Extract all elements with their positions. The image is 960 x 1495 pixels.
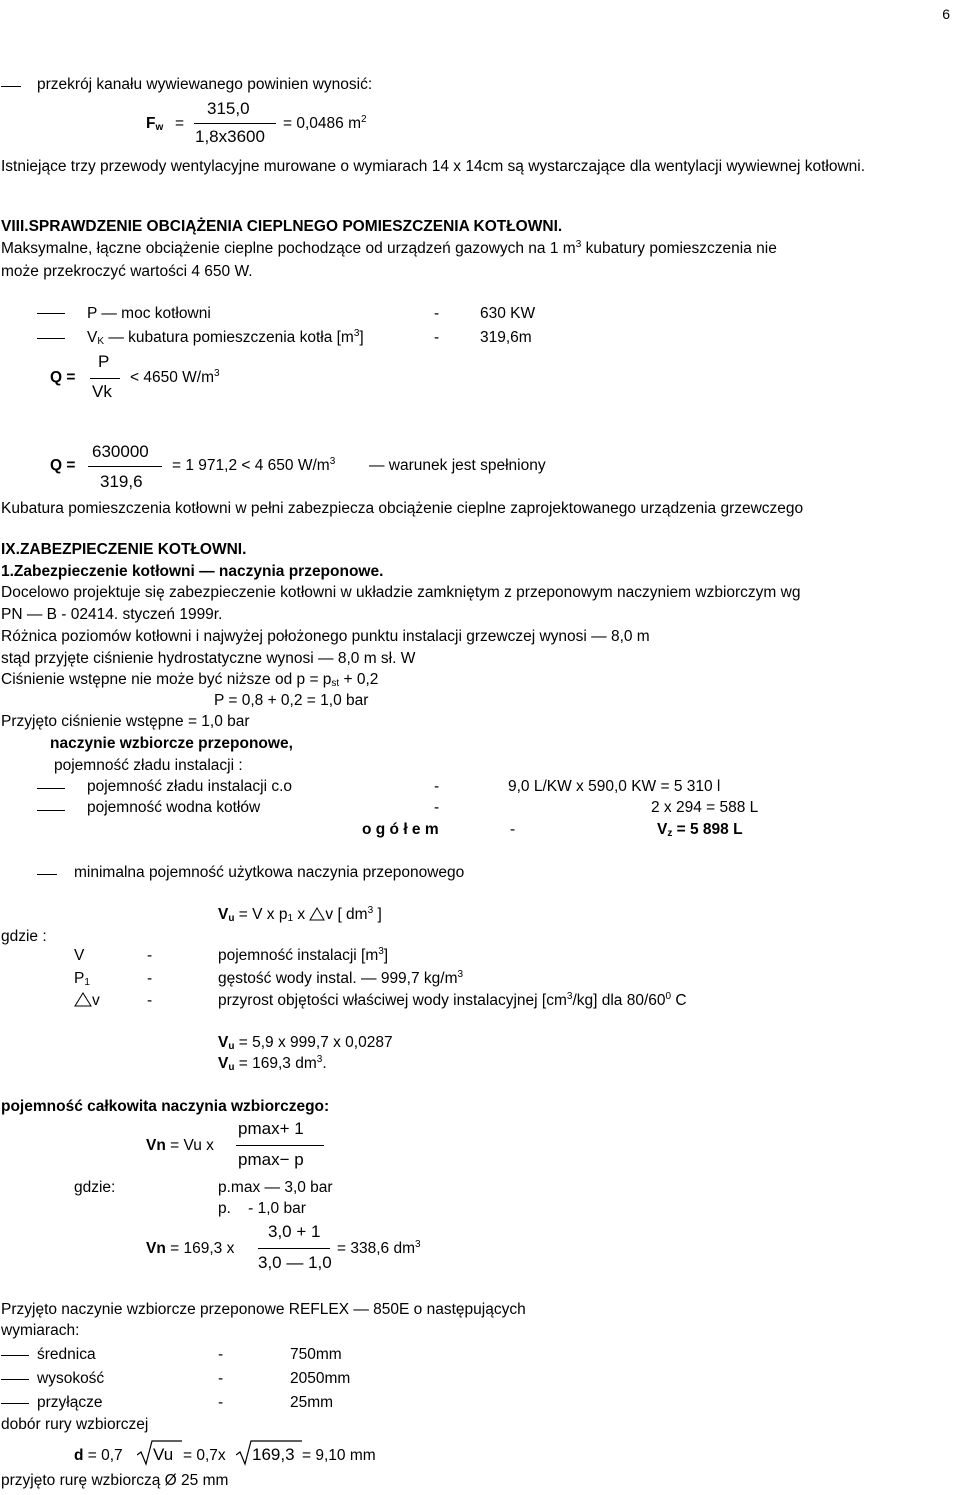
gdzie-label: gdzie : [1,928,47,945]
bullet-dash [1,86,21,87]
def-sep: - [147,970,153,987]
q2-den: 319,6 [100,472,143,491]
total-value: $V_z = 5$ 898 L [657,821,743,839]
p-def: p. - 1,0 bar [218,1200,306,1217]
d-root2: 169,3 [252,1445,295,1464]
capacity-heading: pojemność zładu instalacji : [54,757,243,774]
section8-heading: VIII.SPRAWDZENIE OBCIĄŻENIA CIEPLNEGO POMIESZCZENIA KOTŁOWNI. [1,218,563,235]
fw-numerator: 315,0 [207,99,250,118]
vn2-fraction-line [258,1248,330,1249]
capacity-item-boilers: pojemność wodna kotłów [87,799,261,816]
bullet-dash [37,874,57,875]
d-mid: = 0,7x [183,1447,226,1464]
def-desc-dv: przyrost objętości właściwej wody instalacyjnej $[cm^3/kg]$ dla $80/60^0$ C [218,991,687,1009]
bullet-dash [1,1403,29,1404]
list-sep: - [434,329,440,346]
vn2-formula: Vn = 169,3 x [146,1240,235,1257]
section9-heading: IX.ZABEZPIECZENIE KOTŁOWNI. [1,541,247,558]
total-label: o g ó ł e m [362,821,439,838]
bullet-dash [37,788,65,789]
section8-conclusion: Kubatura pomieszczenia kotłowni w pełni zabezpiecza obciążenie cieplne zaprojektowanego urządzenia grzewczego [1,500,804,517]
d-formula-start: d = 0,7 [74,1447,123,1464]
fw-eq: = [175,115,185,132]
fw-result: = 0,0486 $m^2$ [283,114,367,132]
q2-num: 630000 [92,442,149,461]
fw-denominator: 1,8x3600 [195,127,265,146]
vn-den: pmax− p [238,1150,304,1169]
vn-num: pmax+ 1 [238,1119,304,1138]
list-sep: - [434,778,440,795]
def-desc-p1: gęstość wody instal. — 999,7 $kg/m^3$ [218,969,464,987]
def-symbol-p1: $P_1$ [74,970,90,988]
para-ducts: Istniejące trzy przewody wentylacyjne murowane o wymiarach 14 x 14cm są wystarczające dla wentylacji wywiewnej kotłowni. [1,158,866,175]
q2-label: Q = [50,457,76,474]
section9-p3: Różnica poziomów kotłowni i najwyżej położonego punktu instalacji grzewczej wynosi — 8,0 m [1,628,650,645]
list-sep: - [218,1346,224,1363]
section9-subheading: 1.Zabezpieczenie kotłowni — naczynia przeponowe. [1,563,384,580]
bullet-dash [37,810,65,811]
q2-fraction-line [88,466,162,467]
section9-p1: Docelowo projektuje się zabezpieczenie kotłowni w układzie zamkniętym z przeponowym naczyniem wzbiorczym wg [1,584,801,601]
q1-rhs: < 4650 $W/m^3$ [130,368,220,386]
fw-fraction-line [194,123,276,124]
vessel-heading: naczynie wzbiorcze przeponowe, [50,735,293,752]
def-sep: - [147,992,153,1009]
list-item-power: P — moc kotłowni [87,305,211,322]
accepted-line2: wymiarach: [1,1322,80,1339]
dim-diameter-value: 750mm [290,1346,342,1363]
list-sep: - [434,799,440,816]
dim-height: wysokość [37,1370,105,1387]
capacity-value-system: 9,0 L/KW x 590,0 KW = 5 310 l [508,778,721,795]
def-desc-v: pojemność instalacji $[m^3]$ [218,946,389,964]
q2-note: — warunek jest spełniony [369,457,546,474]
def-symbol-v: V [74,947,85,964]
fw-label: $F_w$ [146,115,164,133]
vn-formula: Vn = Vu x [146,1137,214,1154]
dim-connection-value: 25mm [290,1394,334,1411]
vu-formula: $V_u = V$ x $p_1$ x v [ $dm^3$ ] [218,905,382,924]
min-capacity: minimalna pojemność użytkowa naczynia przeponowego [74,864,465,881]
final-pipe: przyjęto rurę wzbiorczą Ø 25 mm [1,1472,229,1489]
gdzie2-label: gdzie: [74,1179,116,1196]
section9-p2: PN — B - 02414. styczeń 1999r. [1,606,223,623]
d-result: = 9,10 mm [302,1447,376,1464]
dim-connection: przyłącze [37,1394,103,1411]
section8-text1: Maksymalne, łączne obciążenie cieplne pochodzące od urządzeń gazowych na 1 $m^3$ kubatury pomieszczenia nie [1,239,777,257]
q1-den: Vk [92,382,112,401]
section9-p4: stąd przyjęte ciśnienie hydrostatyczne wynosi — 8,0 m sł. W [1,650,416,667]
q2-rhs: = 1 971,2 < 4 650 $W/m^3$ [172,456,336,474]
pmax-def: p.max — 3,0 bar [218,1179,333,1196]
page-number: 6 [942,6,950,22]
dim-height-value: 2050mm [290,1370,351,1387]
list-item-volume: $V_K$ — kubatura pomieszczenia kotła $[m^3]$ [87,328,364,347]
capacity-item-system: pojemność zładu instalacji c.o [87,778,293,795]
section8-text2: może przekroczyć wartości 4 650 W. [1,263,253,280]
q1-fraction-line [90,378,120,379]
section9-p5: Ciśnienie wstępne nie może być niższe od $p = p_{st} + 0,2$ [1,671,379,689]
d-root1: Vu [153,1445,174,1464]
q1-num: P [98,352,110,371]
list-value-volume: 319,6m [480,329,532,346]
delta-icon [74,992,92,1007]
vn2-result: = 338,6 $dm^3$ [337,1239,421,1257]
total-sep: - [510,821,516,838]
section9-p7: Przyjęto ciśnienie wstępne = 1,0 bar [1,713,250,730]
delta-icon [309,907,325,921]
vn2-num: 3,0 + 1 [268,1222,321,1241]
vu-calc2: $V_u = 169,3$ $dm^3$. [218,1054,327,1073]
list-sep: - [218,1394,224,1411]
bullet-dash [37,313,65,314]
fw-intro: przekrój kanału wywiewanego powinien wynosić: [37,76,373,93]
vn-fraction-line [236,1145,324,1146]
capacity-value-boilers: 2 x 294 = 588 L [651,799,759,816]
list-sep: - [434,305,440,322]
vu-calc1: $V_u = 5,9$ x 999,7 x 0,0287 [218,1034,393,1052]
bullet-dash [1,1379,29,1380]
dim-diameter: średnica [37,1346,96,1363]
vn2-den: 3,0 — 1,0 [258,1253,332,1272]
q1-label: Q = [50,369,76,386]
section9-p6: P = 0,8 + 0,2 = 1,0 bar [214,692,369,709]
def-sep: - [147,947,153,964]
total-capacity-heading: pojemność całkowita naczynia wzbiorczego: [1,1098,330,1115]
bullet-dash [1,1355,29,1356]
pipe-select: dobór rury wzbiorczej [1,1416,149,1433]
list-sep: - [218,1370,224,1387]
list-value-power: 630 KW [480,305,536,322]
bullet-dash [37,338,65,339]
accepted-line1: Przyjęto naczynie wzbiorcze przeponowe REFLEX — 850E o następujących [1,1301,526,1318]
def-symbol-dv: v [74,992,100,1010]
